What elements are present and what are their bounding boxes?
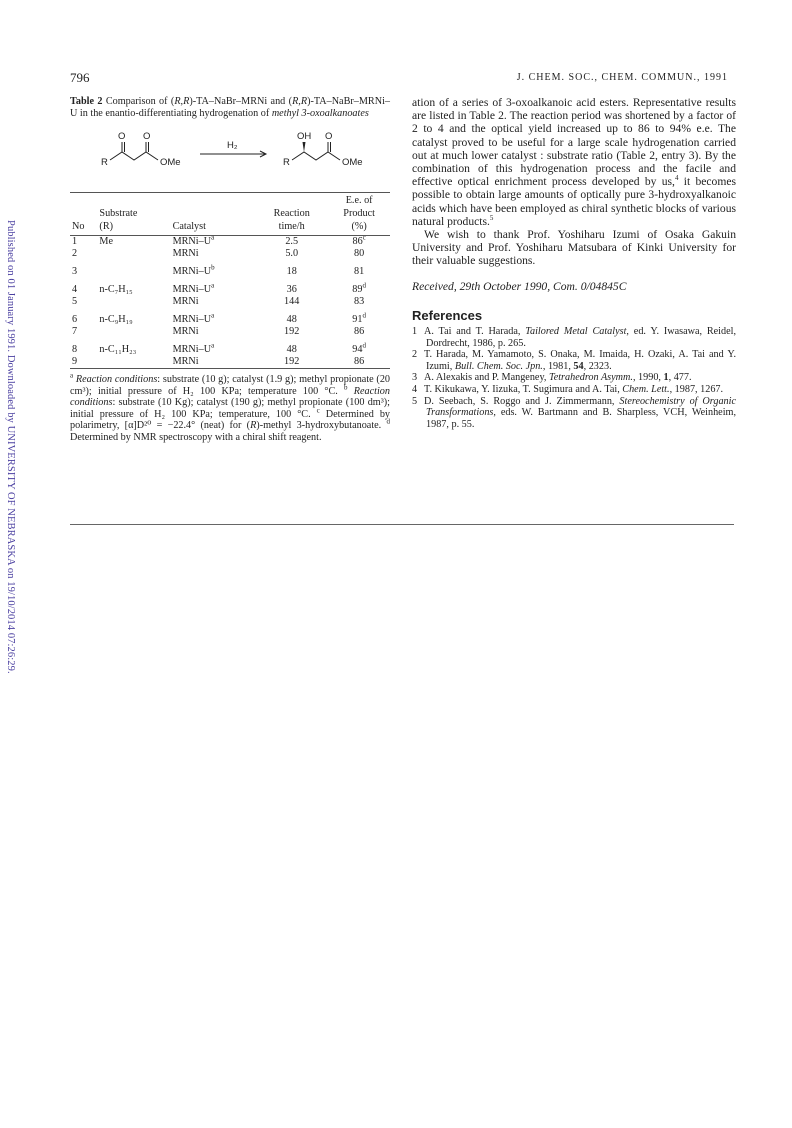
cell-substrate [97,248,170,260]
table-row [70,260,390,278]
cell-ee: 80 [354,248,365,259]
cell-substrate: n-C₇H₁₅ [99,284,133,295]
caption-italic: R,R [292,96,308,107]
cell-ee: 81 [354,266,365,277]
left-column [70,96,390,444]
body-paragraph [412,96,736,228]
caption-italic: R,R [174,96,190,107]
col-substrate-line2: (R) [97,220,170,236]
cell-ee: 91$^d$ [352,311,366,325]
cell-ee: 83 [354,296,365,307]
cell-substrate [97,326,170,338]
cell-time: 36 [286,284,297,295]
journal-header: J. CHEM. SOC., CHEM. COMMUN., 1991 [516,72,728,83]
footnote-ref: a [211,311,215,320]
col-no: No [70,220,97,236]
product-o: O [325,131,333,142]
product-ome: OMe [342,157,363,168]
cell-catalyst: MRNi–$U^a$ [172,311,215,325]
table-footnotes [70,371,391,444]
body-text: it becomes possible to obtain large amounts of optically pure 3-hydroxyalkanoic acids which have been employed as chiral synthetic blocks of various natural products. [412,175,736,228]
reaction-scheme [70,128,390,184]
col-time-line2: time/h [255,220,328,236]
footnote-label: Reaction conditions [70,385,390,409]
footnote-ref: d [362,341,366,350]
cell-no: 3 [72,266,78,277]
footnote-mark: b [344,383,348,392]
cell-catalyst: MRNi–$U^a$ [172,341,215,355]
cell-no: 8 [72,344,78,355]
body-text: ation of a series of 3-oxoalkanoic acid esters. Representative results are listed in Table 2. The reaction period was shortened by a factor of 2 to 4 and the optical yield increased up to 86 to 94% e.e. The catalyst proved to be useful for a large scale hydrogenation carried out at much lower catalyst : substrate ratio (Table 2, entry 3). By the combination of this hydrogenation process and the facile and effective optical enrichment process developed by us, [412,96,736,189]
reference-item: 5 D. Seebach, S. Roggo and J. Zimmermann, Stereochemistry of Organic Transformations, eds. W. Bartmann and B. Sharpless, VCH, Weinheim, 1987, p. 55. [412,395,736,430]
table-row [70,248,390,260]
reactant-ome: OMe [160,157,181,168]
page-number: 796 [70,70,90,85]
product-chain [292,152,340,160]
col-substrate-line1: Substrate [99,208,138,219]
footnote-ref: b [211,263,215,272]
cell-time: 18 [286,266,297,277]
cell-time: 192 [284,356,300,367]
reference-item: 4 T. Kikukawa, Y. Iizuka, T. Sugimura and A. Tai, Chem. Lett., 1987, 1267. [412,384,724,396]
citation-mark: 4 [674,174,679,183]
cell-ee: 86 [354,326,365,337]
cell-no: 4 [72,284,78,295]
cell-ee: 94$^d$ [352,341,366,355]
table-row [70,278,390,296]
caption-text: )-TA–NaBr–MRNi and ( [189,96,293,107]
received-date: Received, 29th October 1990, Com. 0/04845C [412,279,627,293]
cell-ee: 86 [354,356,365,367]
table-row [70,338,390,356]
cell-catalyst: MRNi–$U^a$ [172,233,215,247]
results-table [70,192,390,370]
reactant-r: R [101,157,108,168]
reagent-label: H₂ [227,140,238,151]
citation-mark: 5 [489,213,494,222]
cell-no: 7 [72,326,78,337]
reactant-o2: O [143,131,151,142]
reactant-chain [110,152,158,160]
reference-item: 2 T. Harada, M. Yamamoto, S. Onaka, M. Imaida, H. Ozaki, A. Tai and Y. Izumi, Bull. Chem. Soc. Jpn., 1981, 54, 2323. [412,349,736,372]
footnote-ref: a [211,233,215,242]
col-ee-line1: E.e. of [345,195,373,206]
cell-no: 5 [72,296,78,307]
table-row [70,308,390,326]
cell-no: 1 [72,236,78,247]
cell-time: 2.5 [285,236,299,247]
table-row [70,326,390,338]
product-r: R [283,157,290,168]
footnote-label: Reaction conditions [75,374,158,385]
footnote-mark: d [386,417,391,426]
cell-catalyst: MRNi–$U^a$ [172,281,215,295]
footnote-ref: a [211,281,215,290]
footnote-ref: d [362,281,366,290]
col-catalyst: Catalyst [171,220,256,236]
footnote-mark: c [316,406,320,415]
cell-substrate [97,356,170,369]
cell-no: 6 [72,314,78,325]
right-column [412,96,736,430]
cell-time: 192 [284,326,300,337]
reference-item: 1 A. Tai and T. Harada, Tailored Metal Catalyst, ed. Y. Iwasawa, Reidel, Dordrecht, 1986, p. 265. [412,326,736,349]
cell-substrate [97,296,170,308]
wedge-bond [303,142,306,152]
footnote-ref: d [362,311,366,320]
acknowledgement: We wish to thank Prof. Yoshiharu Izumi of Osaka Gakuin University and Prof. Yoshiharu Matsubara of Kinki University for their valuable suggestions. [412,228,736,268]
cell-time: 5.0 [285,248,299,259]
download-watermark [2,220,16,700]
footnote-text: )-methyl 3-hydroxybutanoate. [256,420,387,432]
table-caption [70,96,390,120]
reaction-scheme-drawing [70,128,390,184]
footnote-text: Determined by polarimetry, [α]D²⁰ = −22.4° (neat) for ( [70,408,391,432]
cell-substrate [97,260,170,278]
footnote-italic: R [250,420,257,432]
product-oh: OH [297,131,312,142]
cell-catalyst: MRNi [172,248,199,259]
download-note: Published on 01 January 1991. Downloaded by UNIVERSITY OF NEBRASKA on 19/10/2014 07:26:29. [5,220,16,674]
cell-time: 48 [286,314,297,325]
cell-catalyst: MRNi [172,356,199,367]
table-row [70,356,390,369]
caption-italic: methyl 3-oxoalkanoates [271,108,369,119]
page-bottom-rule [70,524,734,525]
table-row [70,236,390,249]
cell-time: 144 [284,296,300,307]
reference-item: 3 A. Alexakis and P. Mangeney, Tetrahedron Asymm., 1990, 1, 477. [412,372,692,384]
cell-catalyst: MRNi [172,326,199,337]
footnote-ref: c [362,233,366,242]
caption-text: )-TA–NaBr–MRNi–U in the enantio-differentiating hydrogenation of [70,96,390,119]
col-ee-line2: Product [343,208,375,219]
table-body [70,233,390,371]
footnote-mark: a [70,371,74,380]
cell-ee: 89$^d$ [352,281,366,295]
reactant-o1: O [118,131,126,142]
cell-no: 9 [72,356,78,367]
cell-time: 48 [286,344,297,355]
cell-catalyst: MRNi [172,296,199,307]
references-heading: References [412,307,483,323]
table-row [70,296,390,308]
cell-catalyst: MRNi–$U^b$ [172,263,215,277]
cell-substrate: Me [99,236,114,247]
cell-substrate: n-C₉H₁₉ [99,314,133,325]
cell-ee: 86$^c$ [352,233,366,247]
cell-no: 2 [72,248,78,259]
footnote-ref: a [211,341,215,350]
cell-substrate: n-C₁₁H₂₃ [99,344,137,355]
footnote-text: : substrate (10 g); catalyst (1.9 g); methyl propionate (20 cm³); initial pressure of H₂ 100 KPa; temperature 100 °C. [70,374,391,397]
footnote-text: Determined by NMR spectroscopy with a chiral shift reagent. [70,431,322,443]
col-ee-line3: (%) [328,220,390,236]
footnote-text: : substrate (10 Kg); catalyst (190 g); methyl propionate (100 dm³); initial pressure of H₂ 100 KPa; temperature, 100 °C. [70,397,390,420]
caption-text: Comparison of ( [105,96,175,107]
table-label: Table 2 [70,96,103,107]
col-time-line1: Reaction [273,208,310,219]
